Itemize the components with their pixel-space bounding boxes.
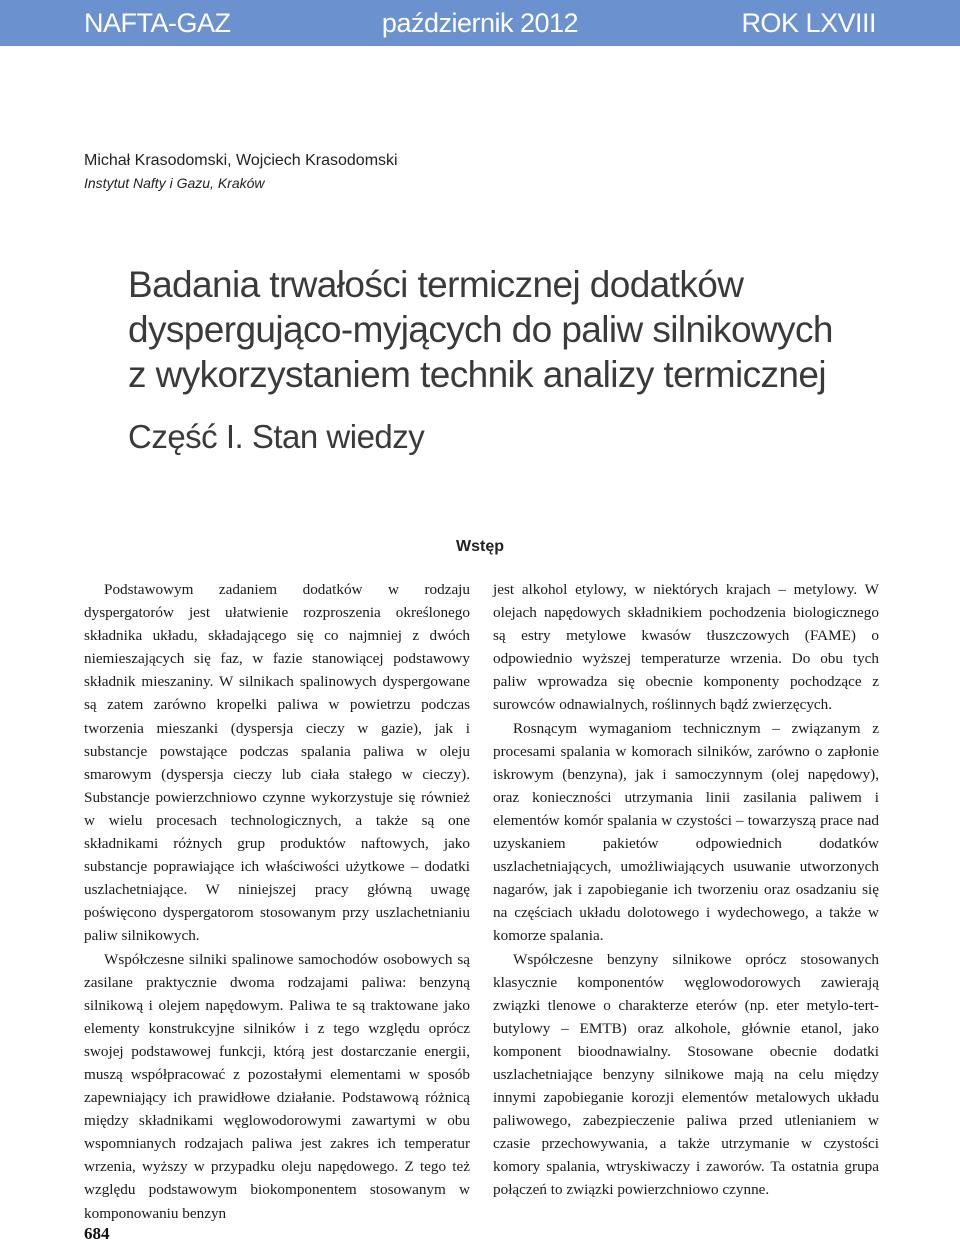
paragraph: Podstawowym zadaniem dodatków w rodzaju dyspergatorów jest ułatwienie rozproszenia określonego składnika układu, składającego się co najmniej z dwóch niemieszających się faz, w fazie stanowiącej podstawowy składnik mieszaniny. W silnikach spalinowych dyspergowane są zatem zarówno kropelki paliwa w powietrzu podczas tworzenia mieszanki (dyspersja cieczy w gazie), jak i substancje powstające podczas spalania paliwa w oleju smarowym (dyspersja cieczy lub ciała stałego w cieczy). Substancje powierzchniowo czynne wykorzystuje się również w wielu procesach technologicznych, a także są one składnikami różnych grup produktów naftowych, jako substancje poprawiające ich właściwości użytkowe – dodatki uszlachetniające. W niniejszej pracy główną uwagę poświęcono dyspergatorom stosowanym przy uszlachetnianiu paliw silnikowych. bbox=[84, 581, 470, 945]
section-heading: Wstęp bbox=[456, 538, 504, 555]
authors: Michał Krasodomski, Wojciech Krasodomski bbox=[84, 152, 398, 169]
title-line: z wykorzystaniem technik analizy termicznej bbox=[128, 354, 826, 395]
journal-header-bar bbox=[0, 0, 960, 46]
paragraph: Współczesne benzyny silnikowe oprócz stosowanych klasycznie komponentów węglowodorowych zawierają związki tlenowe o charakterze eterów (np. eter metylo-tert-butylowy – EMTB) oraz alkohole, głównie etanol, jako komponent bioodnawialny. Stosowane obecnie dodatki uszlachetniające benzyny silnikowe mają na celu między innymi zapobieganie korozji elementów metalowych układu paliwowego, zabezpieczenie paliwa przed utlenianiem w czasie przechowywania, a także utrzymanie w czystości komory spalania, wtryskiwaczy i zaworów. Ta ostatnia grupa połączeń to związki powierzchniowo czynne. bbox=[493, 950, 879, 1199]
affiliation: Instytut Nafty i Gazu, Kraków bbox=[84, 175, 265, 191]
paragraph: jest alkohol etylowy, w niektórych krajach – metylowy. W olejach napędowych składnikiem pochodzenia biologicznego są estry metylowe kwasów tłuszczowych (FAME) o odpowiednio wyższej temperaturze wrzenia. Do obu tych paliw wprowadza się obecnie komponenty pochodzące z surowców odnawialnych, roślinnych bądź zwierzęcych. bbox=[493, 581, 879, 714]
title-line: Badania trwałości termicznej dodatków bbox=[128, 264, 744, 305]
journal-volume: ROK LXVIII bbox=[741, 8, 876, 38]
left-column bbox=[84, 578, 470, 1225]
paragraph: Rosnącym wymaganiom technicznym – związanym z procesami spalania w komorach silników, zarówno o zapłonie iskrowym (benzyna), jak i samoczynnym (olej napędowy), oraz konieczności utrzymania linii zasilania paliwem i elementów komór spalania w czystości – towarzyszą prace nad uzyskaniem pakietów odpowiednich dodatków uszlachetniających, umożliwiających usuwanie utworzonych nagarów, jak i zapobieganie ich tworzeniu oraz osadzaniu się na częściach układu dolotowego i wydechowego, a także w komorze spalania. bbox=[493, 719, 879, 945]
article-subtitle: Część I. Stan wiedzy bbox=[128, 418, 425, 455]
right-column bbox=[493, 578, 879, 1202]
page-number: 684 bbox=[84, 1224, 110, 1243]
article-title bbox=[128, 262, 908, 397]
title-line: dyspergująco-myjących do paliw silnikowych bbox=[128, 309, 833, 350]
journal-name: NAFTA-GAZ bbox=[84, 8, 231, 38]
issue-date: październik 2012 bbox=[381, 8, 579, 38]
paragraph: Współczesne silniki spalinowe samochodów osobowych są zasilane praktycznie dwoma rodzajami paliwa: benzyną silnikową i olejem napędowym. Paliwa te są traktowane jako elementy konstrukcyjne silników i z tego względu oprócz swojej podstawowej funkcji, którą jest dostarczanie energii, muszą współpracować z pozostałymi elementami w sposób zapewniający ich prawidłowe działanie. Podstawową różnicą między składnikami węglowodorowymi zawartymi w obu wspomnianych rodzajach paliwa jest zakres ich temperatur wrzenia, wyższy w przypadku oleju napędowego. Z tego też względu podstawowym biokomponentem stosowanym w komponowaniu benzyn bbox=[84, 950, 470, 1222]
